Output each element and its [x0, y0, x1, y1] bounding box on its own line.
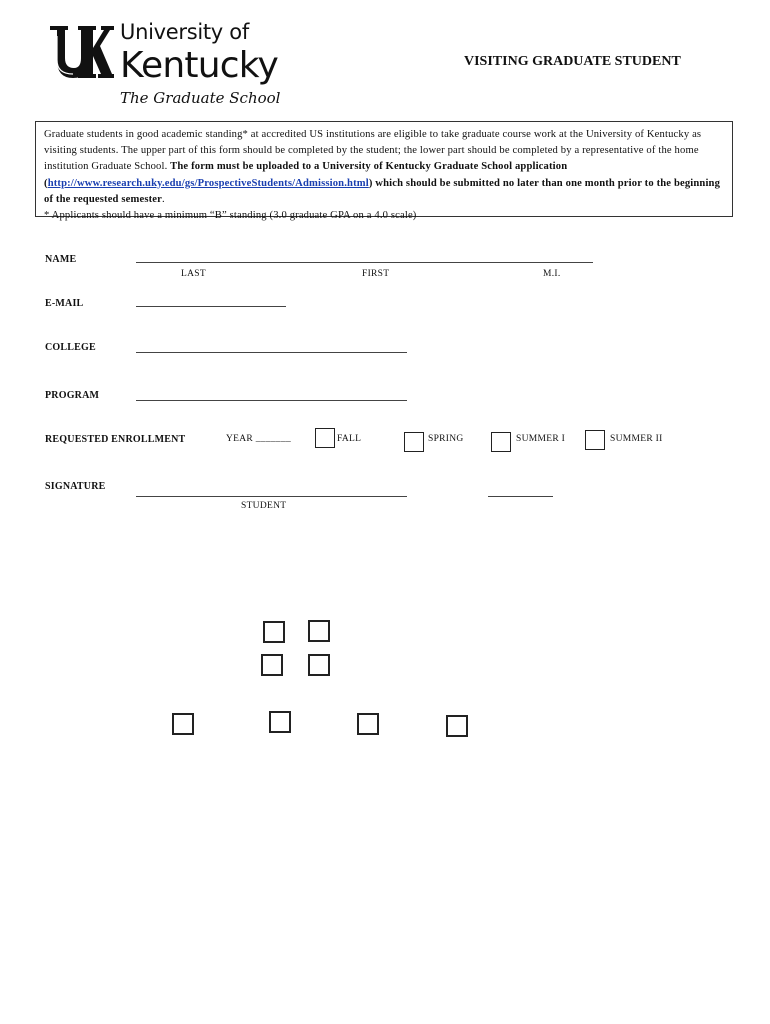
- logo-kentucky: Kentucky: [120, 45, 278, 86]
- email-label: E-MAIL: [45, 298, 84, 309]
- name-field[interactable]: [136, 262, 593, 263]
- gpa-footnote: * Applicants should have a minimum “B” standing (3.0 graduate GPA on a 4.0 scale): [44, 210, 417, 222]
- intro-bold-1: The form must be uploaded to a University of Kentucky Graduate School application (: [44, 161, 568, 189]
- signature-student-label: STUDENT: [241, 501, 287, 511]
- program-field[interactable]: [136, 400, 407, 401]
- fall-checkbox[interactable]: [315, 428, 335, 448]
- spring-checkbox[interactable]: [404, 432, 424, 452]
- intro-text: Graduate students in good academic standing* at accredited US institutions are eligible to take graduate course work at the University of Kentucky as visiting students. The upper part of this form should be completed by the student; the lower part should be completed by a representative of the home institution Graduate School.: [44, 129, 702, 173]
- summer-1-label: SUMMER I: [516, 434, 566, 444]
- spring-label: SPRING: [428, 434, 464, 444]
- enrollment-label: REQUESTED ENROLLMENT: [45, 434, 186, 445]
- lower-checkbox[interactable]: [446, 715, 468, 737]
- name-first-label: FIRST: [362, 269, 390, 279]
- email-field[interactable]: [136, 306, 286, 307]
- logo-university-of: University of: [120, 20, 249, 44]
- lower-checkbox[interactable]: [357, 713, 379, 735]
- college-field[interactable]: [136, 352, 407, 353]
- admission-link[interactable]: http://www.research.uky.edu/gs/ProspectiveStudents/Admission.html: [47, 177, 369, 189]
- name-mi-label: M.I.: [543, 269, 561, 279]
- summer-2-checkbox[interactable]: [585, 430, 605, 450]
- logo-graduate-school: The Graduate School: [120, 89, 281, 107]
- intro-box: [35, 121, 733, 222]
- signature-date-field[interactable]: [488, 496, 553, 497]
- lower-checkbox[interactable]: [269, 711, 291, 733]
- lower-checkbox[interactable]: [308, 620, 330, 642]
- intro-period: .: [162, 193, 165, 205]
- program-label: PROGRAM: [45, 390, 100, 401]
- summer-1-checkbox[interactable]: [491, 432, 511, 452]
- uk-logo-icon: [48, 24, 114, 80]
- lower-checkbox[interactable]: [308, 654, 330, 676]
- name-last-label: LAST: [181, 269, 206, 279]
- signature-field[interactable]: [136, 496, 407, 497]
- lower-checkbox[interactable]: [172, 713, 194, 735]
- college-label: COLLEGE: [45, 342, 96, 353]
- name-label: NAME: [45, 254, 77, 265]
- fall-label: FALL: [337, 434, 362, 444]
- summer-2-label: SUMMER II: [610, 434, 663, 444]
- lower-checkbox[interactable]: [263, 621, 285, 643]
- form-title: VISITING GRADUATE STUDENT: [464, 54, 681, 69]
- intro-bold-2: ) which should be submitted no later than one month prior to the beginning of the requested semester: [44, 177, 721, 205]
- year-field[interactable]: YEAR _______: [226, 434, 292, 444]
- signature-label: SIGNATURE: [45, 481, 106, 492]
- lower-checkbox[interactable]: [261, 654, 283, 676]
